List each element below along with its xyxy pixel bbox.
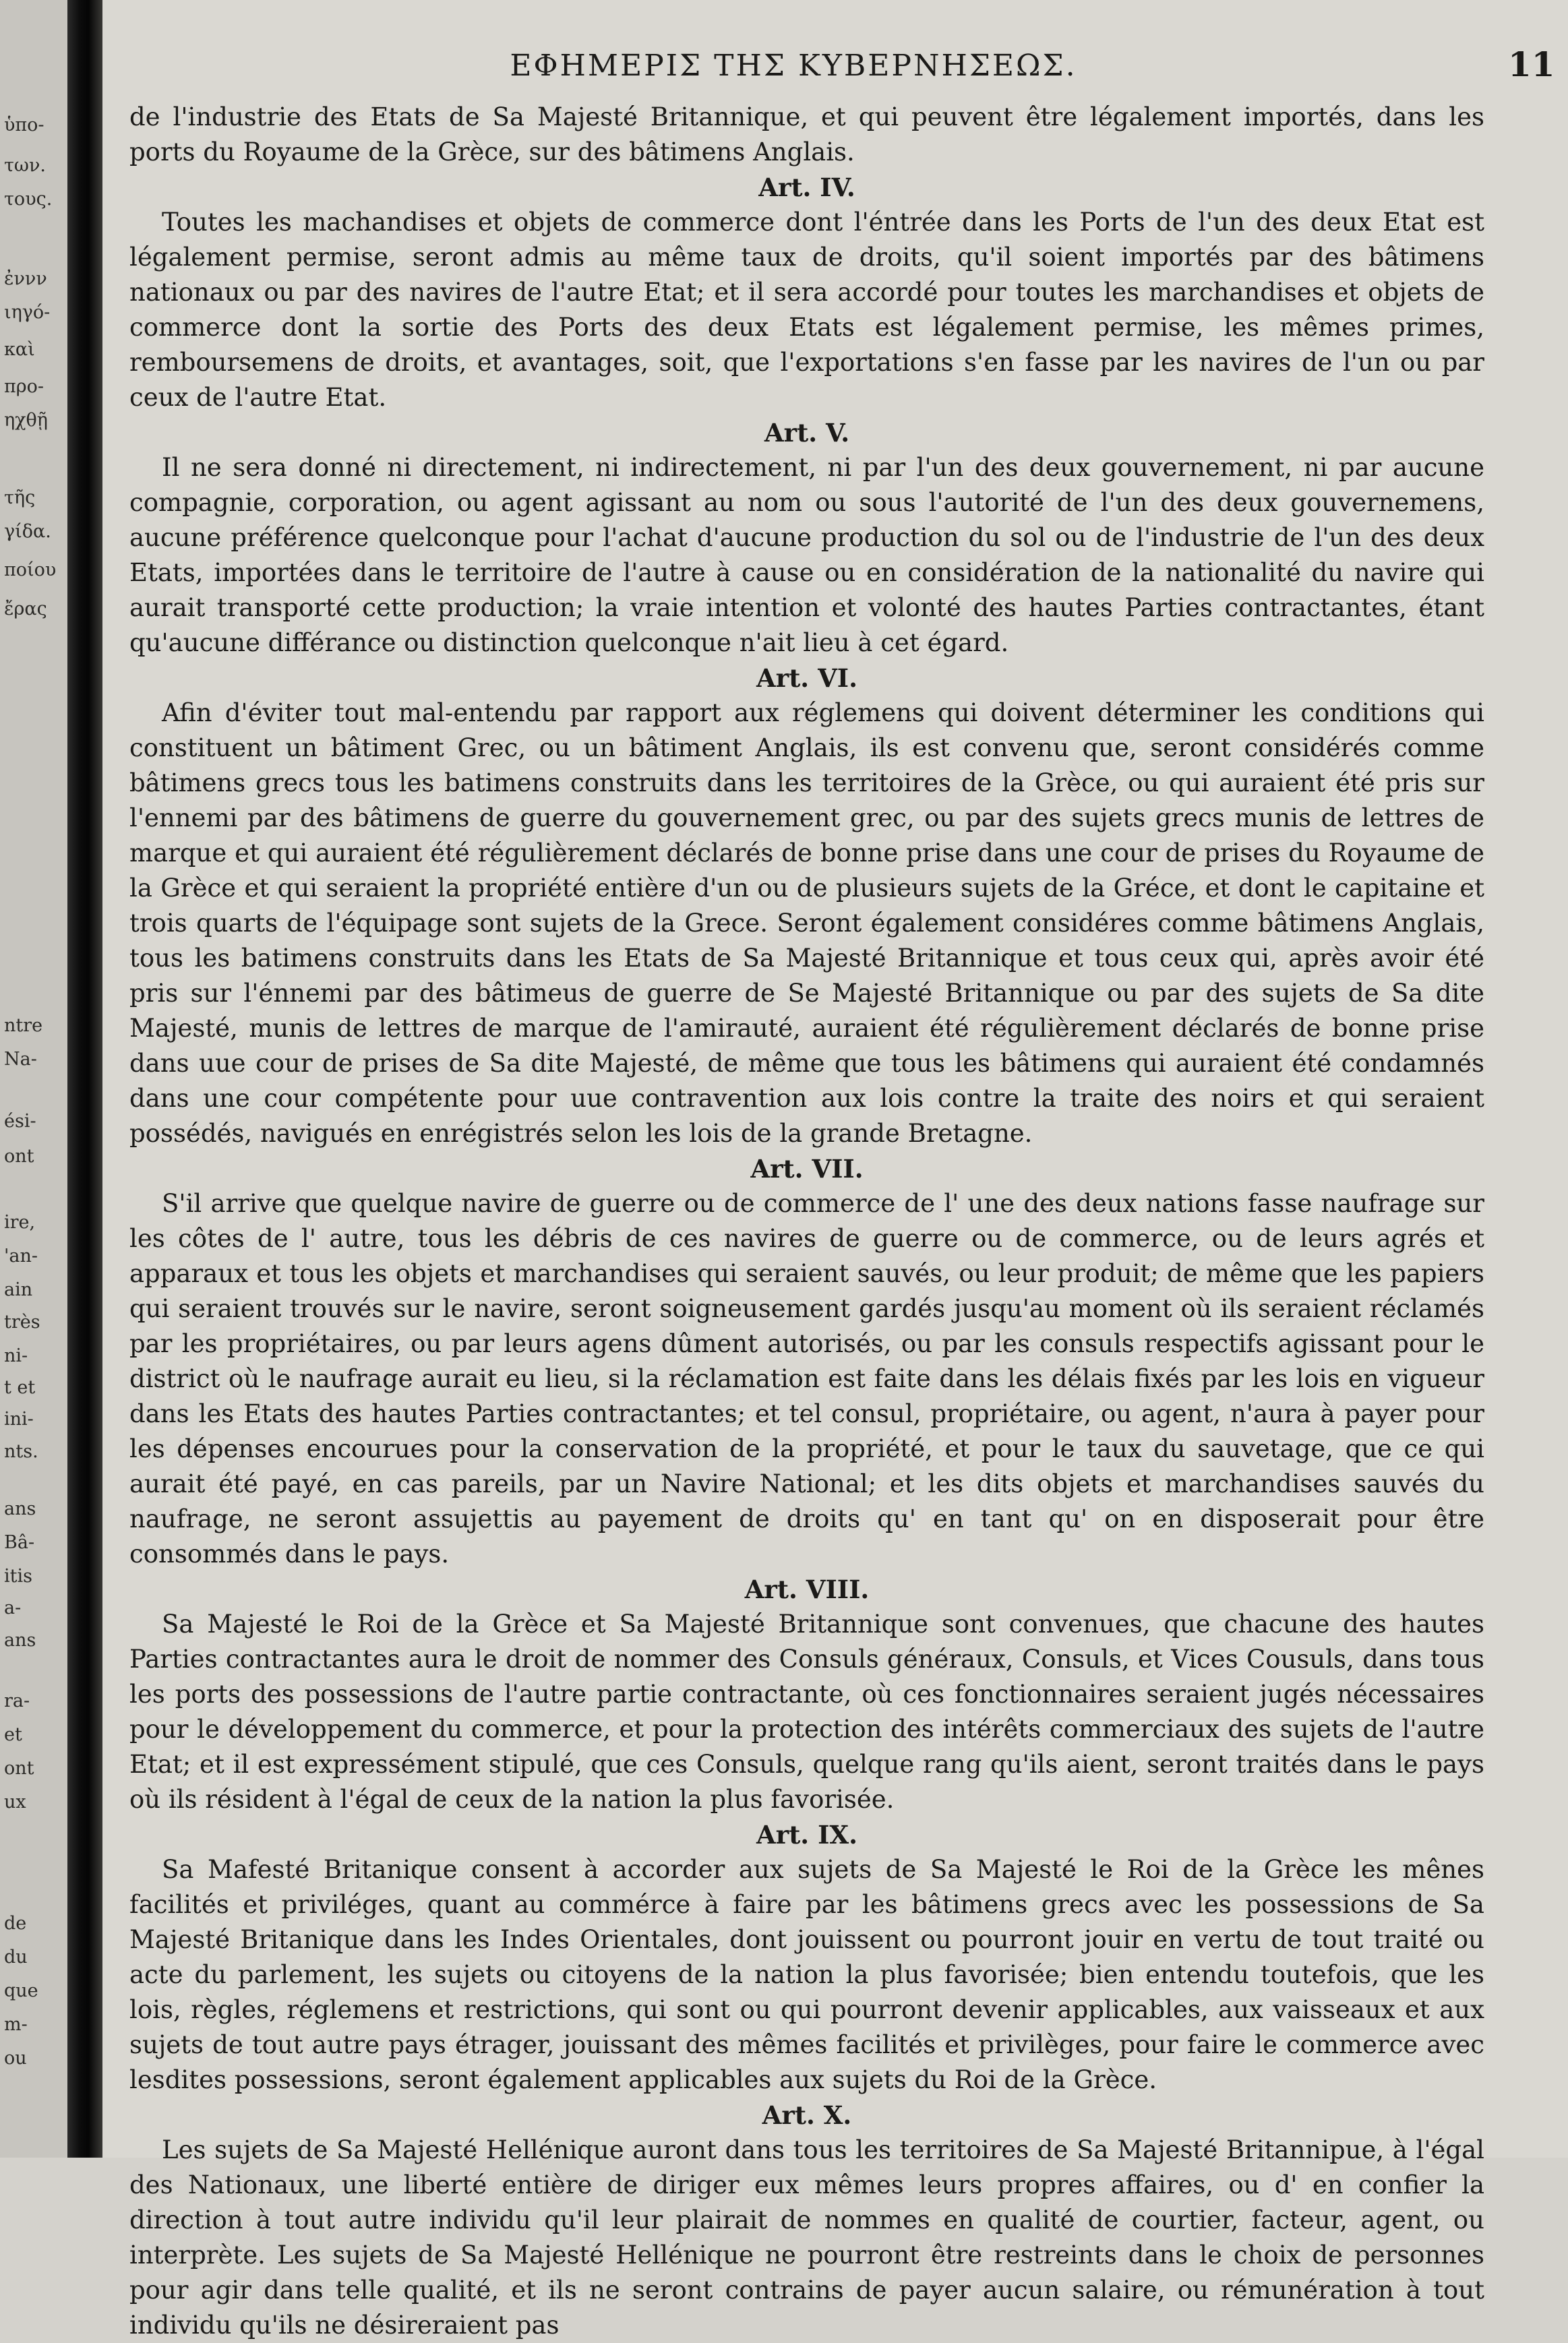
margin-fragment: ιηγό- — [4, 302, 51, 323]
margin-fragment: των. — [4, 155, 46, 176]
article-text: Toutes les machandises et objets de commerce dont l'éntrée dans les Ports de l'un des deux Etat est légalement permise, seront admis au même taux de droits, qu'il soient importés par des bâtimens nationaux ou par des navires de l'autre Etat; et il sera accordé pour toutes les marchandises et objets de commerce dont la sortie des Ports des deux Etats est légalement permise, les mêmes primes, remboursemens de droits, et avantages, soit, que l'exportations s'en fasse par les navires de l'un ou par ceux de l'autre Etat. — [129, 208, 1484, 412]
margin-fragment: du — [4, 1947, 28, 1968]
margin-fragment: ἐννν — [4, 268, 47, 289]
article-heading: Art. VIII. — [744, 1575, 870, 1604]
margin-fragment: ans — [4, 1630, 36, 1651]
margin-fragment: ini- — [4, 1409, 34, 1430]
margin-fragment: προ- — [4, 376, 44, 397]
margin-fragment: ἔρας — [4, 599, 47, 619]
margin-fragment: t et — [4, 1377, 36, 1398]
margin-fragment: τῆς — [4, 487, 36, 508]
opening-paragraph: de l'industrie des Etats de Sa Majesté Britannique, et qui peuvent être légalement importés, dans les ports du Royaume de la Grèce, sur des bâtimens Anglais. — [129, 102, 1484, 166]
facing-page-margin — [0, 0, 67, 2158]
margin-fragment: ntre — [4, 1015, 43, 1036]
margin-fragment: de — [4, 1913, 27, 1934]
article-heading: Art. V. — [764, 418, 850, 448]
margin-fragment: m- — [4, 2014, 28, 2035]
margin-fragment: nts. — [4, 1441, 38, 1462]
margin-fragment: ire, — [4, 1212, 36, 1233]
margin-fragment: ποίου — [4, 559, 57, 580]
article-heading: Art. VI. — [756, 663, 857, 693]
margin-fragment: ont — [4, 1758, 34, 1779]
article-text: S'il arrive que quelque navire de guerre ou de commerce de l' une des deux nations fasse naufrage sur les côtes de l' autre, tous les débris de ces navires de guerre ou de commerce, ou de leurs agrés et apparaux et tous les objets et marchandises qui seraient sauvés, ou leur produit; de même que les papiers qui seraient trouvés sur le navire, seront soigneusement gardés jusqu'au moment où ils seraient réclamés par les propriétaires, ou par leurs agens dûment autorisés, ou par les consuls respectifs agissant pour le district où le naufrage aurait eu lieu, si la réclamation est faite dans les délais fixés par les lois en vigueur dans les Etats des hautes Parties contractantes; et tel consul, propriétaire, ou agent, n'aura à payer pour les dépenses encourues pour la conservation de la propriété, et pour le taux du sauvetage, que ce qui aurait été payé, en cas pareils, par un Navire National; et les dits objets et marchandises sauvés du naufrage, ne seront assujettis au payement de droits qu' en tant qu' on en disposerait pour être consommés dans le pays. — [129, 1189, 1484, 1569]
article-heading: Art. IV. — [758, 173, 855, 202]
margin-fragment: ni- — [4, 1345, 28, 1366]
article-heading: Art. IX. — [756, 1820, 857, 1850]
article-text: Sa Majesté le Roi de la Grèce et Sa Majesté Britannique sont convenues, que chacune des hautes Parties contractantes aura le droit de nommer des Consuls généraux, Consuls, et Vices Cousuls, dans tous les ports des possessions de l'autre partie contractante, où ces fonctionnaires seraient jugés nécessaires pour le développement du commerce, et pour la protection des intérêts commerciaux des sujets de l'autre Etat; et il est expressément stipulé, que ces Consuls, quelque rang qu'ils aient, seront traités dans le pays où ils résident à l'égal de ceux de la nation la plus favorisée. — [129, 1610, 1484, 1814]
book-binding-gutter — [67, 0, 102, 2158]
document-body — [129, 100, 1484, 2343]
article-text: Les sujets de Sa Majesté Hellénique auront dans tous les territoires de Sa Majesté Britannipue, à l'égal des Nationaux, une liberté entière de diriger eux mêmes leurs propres affaires, ou d' en confier la direction à tout autre individu qu'il leur plairait de nommes en qualité de courtier, facteur, agent, ou interprète. Les sujets de Sa Majesté Hellénique ne pourront être restreints dans le choix de personnes pour agir dans telle qualité, et ils ne seront contrains de payer aucun salaire, ou rémunération à tout individu qu'ils ne désireraient pas — [129, 2135, 1484, 2340]
page-header — [102, 44, 1568, 89]
margin-fragment: τους. — [4, 189, 53, 210]
margin-fragment: itis — [4, 1566, 32, 1587]
article-text: Il ne sera donné ni directement, ni indirectement, ni par l'un des deux gouvernement, ni par aucune compagnie, corporation, ou agent agissant au nom ou sous l'autorité de l'un des deux gouvernemens, aucune préférence quelconque pour l'achat d'aucune production du sol ou de l'industrie de l'un des deux Etats, importées dans le territoire de l'autre à cause ou en considération de la nationalité du navire qui aurait transporté cette production; la vraie intention et volonté des hautes Parties contractantes, étant qu'aucune différance ou distinction quelconque n'ait lieu à cet égard. — [129, 453, 1484, 657]
margin-fragment: ou — [4, 2048, 27, 2069]
margin-fragment: et — [4, 1724, 22, 1745]
margin-fragment: ux — [4, 1792, 26, 1813]
margin-fragment: ans — [4, 1498, 36, 1519]
margin-fragment: 'an- — [4, 1246, 38, 1267]
margin-fragment: très — [4, 1312, 40, 1333]
article-text: Afin d'éviter tout mal-entendu par rapport aux réglemens qui doivent déterminer les conditions qui constituent un bâtiment Grec, ou un bâtiment Anglais, ils est convenu que, seront considérés comme bâtimens grecs tous les batimens construits dans les territoires de la Grèce, ou qui auraient été pris sur l'ennemi par des bâtimens de guerre du gouvernement grec, ou par des sujets grecs munis de lettres de marque et qui auraient été régulièrement déclarés de bonne prise dans une cour de prises du Royaume de la Grèce et qui seraient la propriété entière d'un ou de plusieurs sujets de la Gréce, et dont le capitaine et trois quarts de l'équipage sont sujets de la Grece. Seront également considéres comme bâtimens Anglais, tous les batimens construits dans les Etats de Sa Majesté Britannique et tous ceux qui, après avoir été pris sur l'énnemi par des bâtimeus de guerre de Se Majesté Britannique ou par des sujets de Sa dite Majesté, munis de lettres de marque de l'amirauté, auraient été régulièrement déclarés de bonne prise dans uue cour de prises de Sa dite Majesté, de même que tous les bâtimens qui auraient été condamnés dans une cour compétente pour uue contravention aux lois contre la traite des noirs et qui seraient possédés, navigués en enrégistrés selon les lois de la grande Bretagne. — [129, 698, 1484, 1148]
margin-fragment: que — [4, 1980, 38, 2001]
margin-fragment: a- — [4, 1598, 22, 1618]
margin-fragment: γίδα. — [4, 521, 51, 542]
margin-fragment: καὶ — [4, 339, 35, 360]
margin-fragment: ont — [4, 1146, 34, 1167]
margin-fragment: Bâ- — [4, 1532, 35, 1553]
running-title: ΕΦΗΜΕΡΙΣ ΤΗΣ ΚΥΒΕΡΝΗΣΕΩΣ. — [510, 49, 1077, 83]
article-heading: Art. X. — [762, 2100, 852, 2130]
margin-fragment: ὑπο- — [4, 115, 44, 135]
page-number: 11 — [1508, 44, 1555, 84]
margin-fragment: ain — [4, 1279, 33, 1300]
article-text: Sa Mafesté Britanique consent à accorder aux sujets de Sa Majesté le Roi de la Grèce les mênes facilités et priviléges, quant au commérce à faire par les bâtimens grecs avec les possessions de Sa Majesté Britanique dans les Indes Orientales, dont jouissent ou pourront jouir en vertu de tout traité ou acte du parlement, les sujets ou citoyens de la nation la plus favorisée; bien entendu toutefois, que les lois, règles, réglemens et restrictions, qui sont ou qui pourront devenir applicables, aux vaisseaux et aux sujets de tout autre pays étrager, jouissant des mêmes facilités et privilèges, pour faire le commerce avec lesdites possessions, seront également applicables aux sujets du Roi de la Grèce. — [129, 1855, 1484, 2094]
margin-fragment: ra- — [4, 1691, 30, 1711]
margin-fragment: Na- — [4, 1049, 37, 1070]
margin-fragment: ési- — [4, 1111, 36, 1132]
article-heading: Art. VII. — [750, 1154, 864, 1184]
margin-fragment: ηχθῇ — [4, 410, 48, 431]
document-page — [102, 0, 1568, 2340]
